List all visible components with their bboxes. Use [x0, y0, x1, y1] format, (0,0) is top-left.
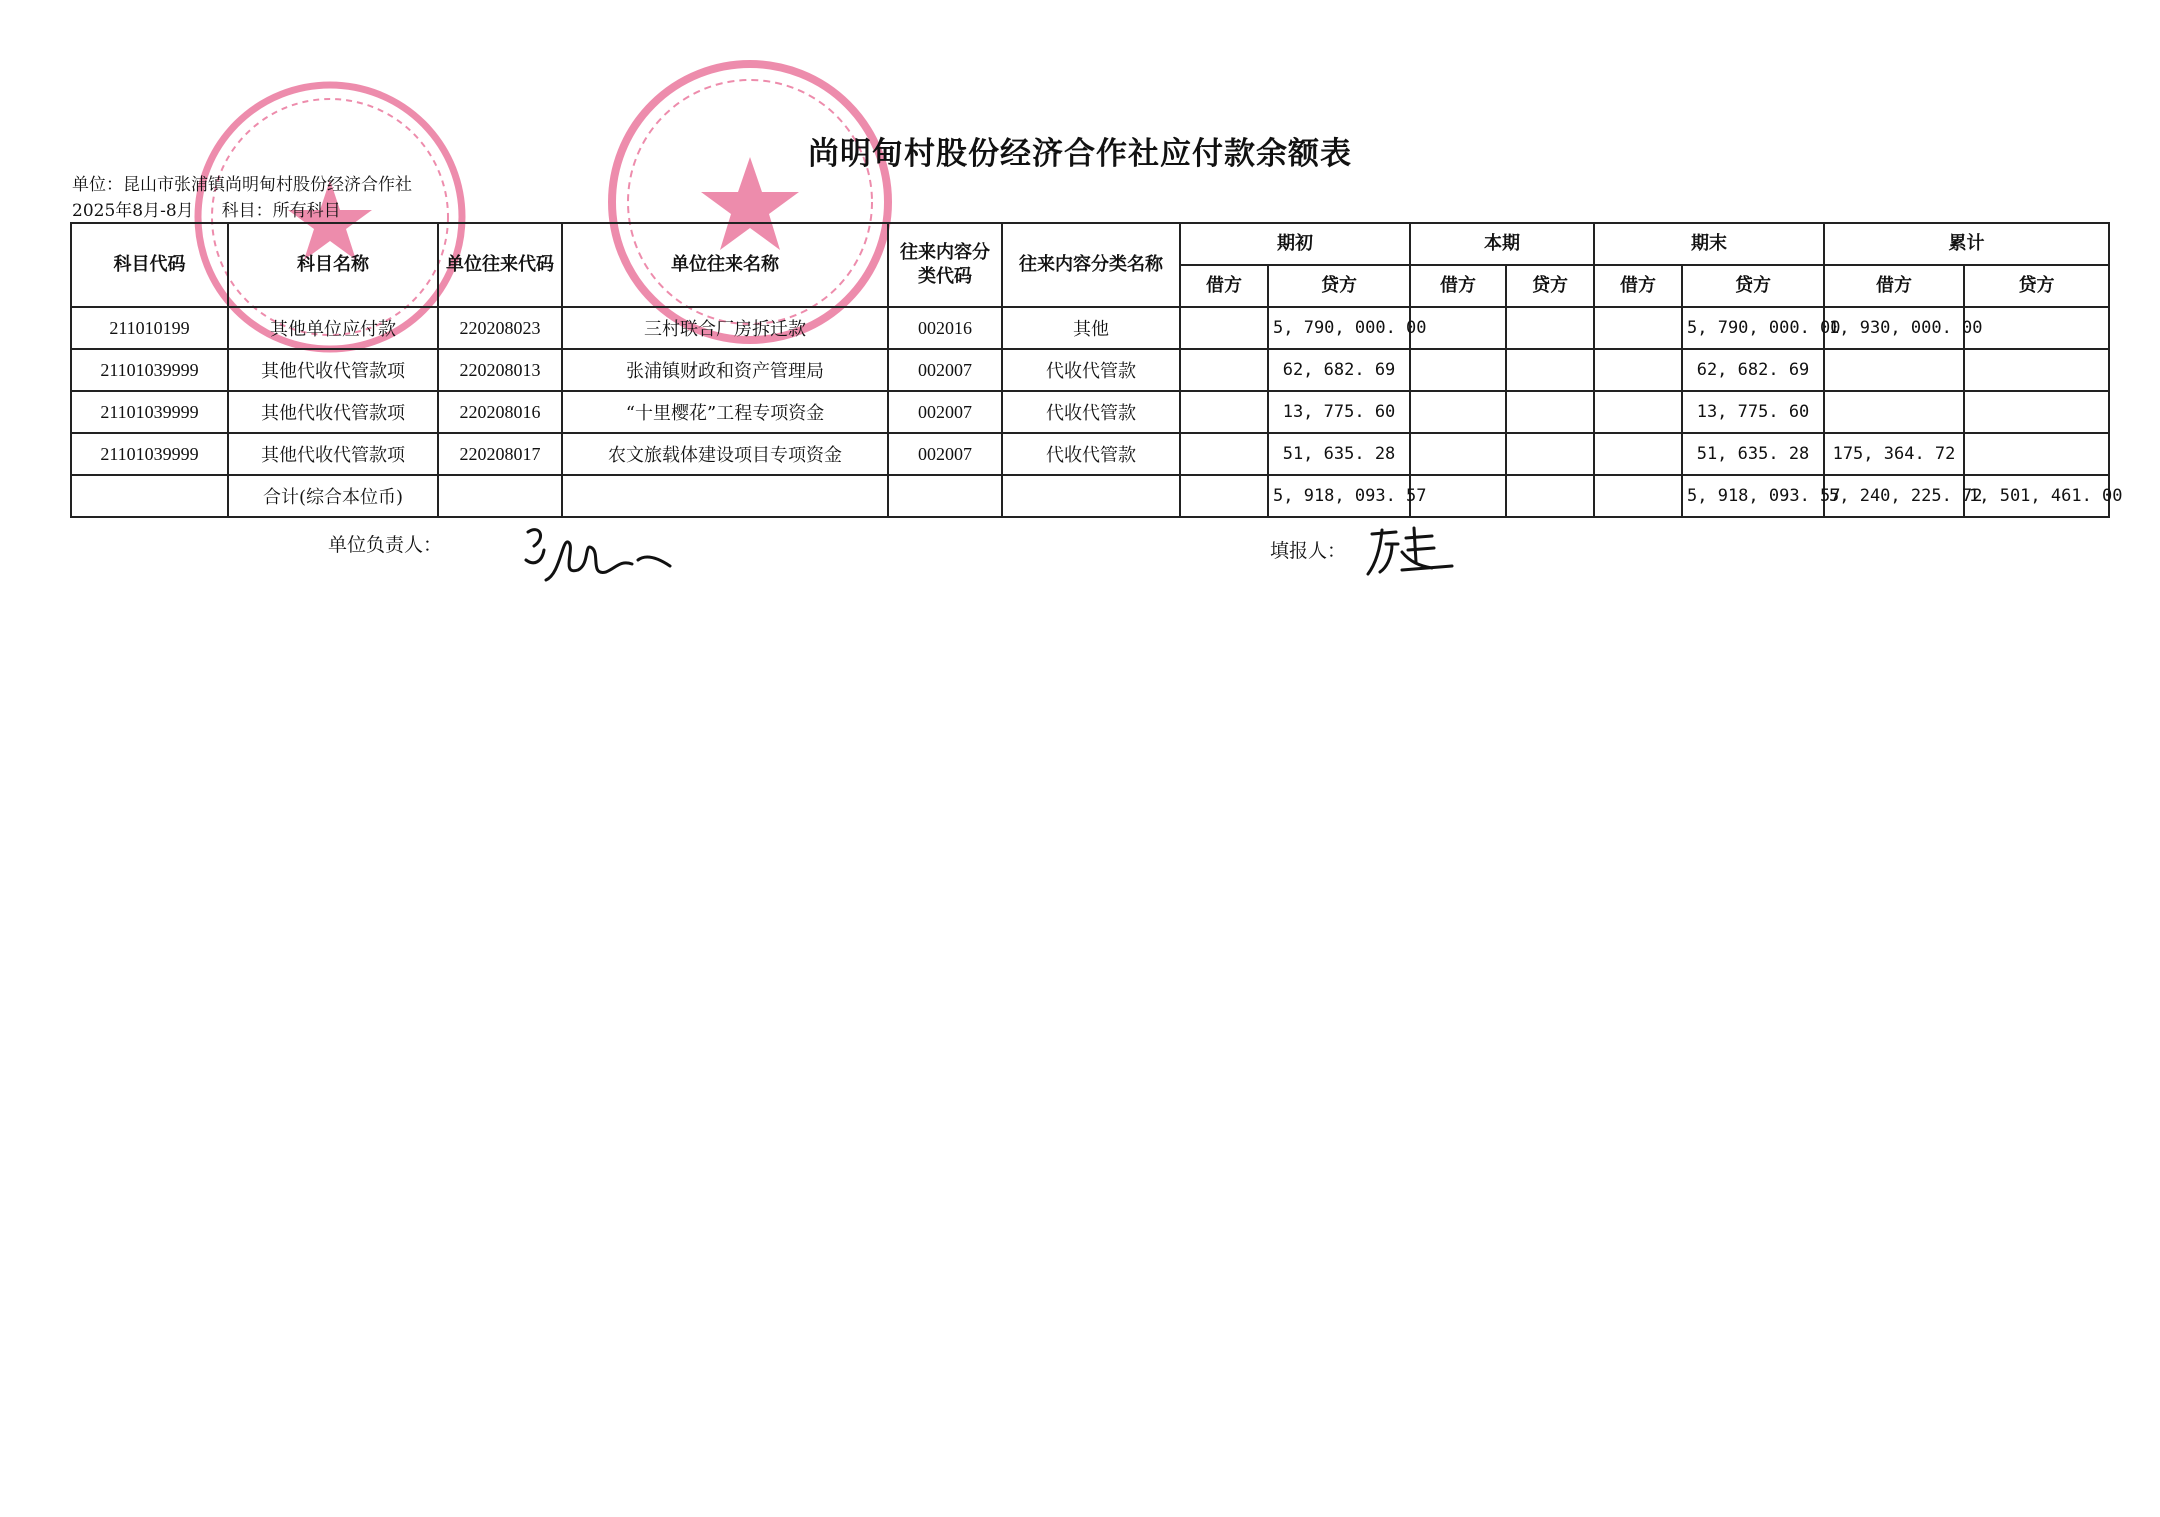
- cell-content-code: 002007: [888, 391, 1002, 433]
- period-info: [72, 196, 341, 221]
- cell-closing-debit: [1594, 433, 1682, 475]
- subject-filter: 科目：所有科目: [221, 201, 341, 221]
- cell-opening-credit: 5, 790, 000. 00: [1268, 307, 1410, 349]
- cell-subject-name: 其他代收代管款项: [228, 391, 438, 433]
- cell-closing-credit: 13, 775. 60: [1682, 391, 1824, 433]
- cell-cum-debit: 175, 364. 72: [1824, 433, 1964, 475]
- cell-current-debit: [1410, 349, 1506, 391]
- cell-subject-code: 211010199: [71, 307, 228, 349]
- cell-total-cum-credit: 1, 501, 461. 00: [1964, 475, 2109, 517]
- unit-info: 单位：昆山市张浦镇尚明甸村股份经济合作社: [72, 175, 412, 195]
- leader-signature-label: 单位负责人：: [328, 534, 443, 556]
- cell-cum-credit: [1964, 391, 2109, 433]
- cell-total-cum-debit: 5, 240, 225. 72: [1824, 475, 1964, 517]
- period-range: 2025年8月-8月: [72, 201, 194, 221]
- cell-cum-credit: [1964, 433, 2109, 475]
- cell-closing-credit: 51, 635. 28: [1682, 433, 1824, 475]
- cell-closing-credit: 5, 790, 000. 00: [1682, 307, 1824, 349]
- cell-current-debit: [1410, 433, 1506, 475]
- col-closing-credit: 贷方: [1682, 265, 1824, 307]
- cell-partner-name: 农文旅载体建设项目专项资金: [562, 433, 888, 475]
- cell-closing-debit: [1594, 307, 1682, 349]
- filler-signature-label: 填报人：: [1270, 540, 1347, 562]
- cell-subject-name: 其他单位应付款: [228, 307, 438, 349]
- cell-current-credit: [1506, 307, 1594, 349]
- col-closing-debit: 借方: [1594, 265, 1682, 307]
- cell-partner-name: “十里樱花”工程专项资金: [562, 391, 888, 433]
- cell-partner-name: 三村联合厂房拆迁款: [562, 307, 888, 349]
- cell-empty: [438, 475, 562, 517]
- cell-current-debit: [1410, 391, 1506, 433]
- cell-subject-code: 21101039999: [71, 349, 228, 391]
- cell-empty: [1506, 475, 1594, 517]
- cell-current-credit: [1506, 391, 1594, 433]
- cell-subject-code: 21101039999: [71, 433, 228, 475]
- cell-opening-debit: [1180, 307, 1268, 349]
- col-opening-debit: 借方: [1180, 265, 1268, 307]
- cell-cum-debit: [1824, 391, 1964, 433]
- cell-cum-debit: 1, 930, 000. 00: [1824, 307, 1964, 349]
- col-opening: 期初: [1180, 223, 1410, 265]
- col-cum-credit: 贷方: [1964, 265, 2109, 307]
- col-current-debit: 借方: [1410, 265, 1506, 307]
- cell-cum-credit: [1964, 349, 2109, 391]
- col-closing: 期末: [1594, 223, 1824, 265]
- col-opening-credit: 贷方: [1268, 265, 1410, 307]
- col-partner-name: 单位往来名称: [562, 223, 888, 307]
- cell-subject-name: 其他代收代管款项: [228, 433, 438, 475]
- cell-content-name: 代收代管款: [1002, 433, 1180, 475]
- cell-opening-debit: [1180, 433, 1268, 475]
- col-content-name: 往来内容分类名称: [1002, 223, 1180, 307]
- table-row: [71, 433, 2109, 475]
- balance-table: [70, 222, 2123, 518]
- cell-partner-code: 220208023: [438, 307, 562, 349]
- cell-total-blank: [71, 475, 228, 517]
- col-subject-name: 科目名称: [228, 223, 438, 307]
- header-row-top: [71, 223, 2109, 265]
- cell-opening-credit: 51, 635. 28: [1268, 433, 1410, 475]
- cell-partner-code: 220208016: [438, 391, 562, 433]
- report-title: 尚明甸村股份经济合作社应付款余额表: [808, 136, 1352, 172]
- cell-opening-debit: [1180, 391, 1268, 433]
- cell-content-code: 002007: [888, 433, 1002, 475]
- cell-total-label: 合计(综合本位币): [228, 475, 438, 517]
- cell-subject-code: 21101039999: [71, 391, 228, 433]
- cell-cum-credit: [1964, 307, 2109, 349]
- cell-total-closing-credit: 5, 918, 093. 57: [1682, 475, 1824, 517]
- col-cum-debit: 借方: [1824, 265, 1964, 307]
- leader-handwritten-signature: [520, 520, 700, 590]
- cell-total-opening-credit: 5, 918, 093. 57: [1268, 475, 1410, 517]
- cell-closing-debit: [1594, 349, 1682, 391]
- cell-closing-debit: [1594, 391, 1682, 433]
- cell-partner-name: 张浦镇财政和资产管理局: [562, 349, 888, 391]
- cell-current-credit: [1506, 433, 1594, 475]
- col-cumulative: 累计: [1824, 223, 2109, 265]
- table-row: [71, 307, 2109, 349]
- cell-content-name: 代收代管款: [1002, 349, 1180, 391]
- cell-opening-debit: [1180, 349, 1268, 391]
- cell-content-code: 002016: [888, 307, 1002, 349]
- cell-empty: [1002, 475, 1180, 517]
- cell-content-name: 代收代管款: [1002, 391, 1180, 433]
- cell-partner-code: 220208013: [438, 349, 562, 391]
- cell-subject-name: 其他代收代管款项: [228, 349, 438, 391]
- cell-current-credit: [1506, 349, 1594, 391]
- col-current: 本期: [1410, 223, 1594, 265]
- cell-empty: [1594, 475, 1682, 517]
- cell-cum-debit: [1824, 349, 1964, 391]
- col-current-credit: 贷方: [1506, 265, 1594, 307]
- col-content-code: 往来内容分类代码: [888, 223, 1002, 307]
- col-subject-code: 科目代码: [71, 223, 228, 307]
- col-partner-code: 单位往来代码: [438, 223, 562, 307]
- filler-handwritten-signature: [1362, 522, 1472, 582]
- table-row: [71, 391, 2109, 433]
- cell-content-code: 002007: [888, 349, 1002, 391]
- cell-partner-code: 220208017: [438, 433, 562, 475]
- cell-empty: [562, 475, 888, 517]
- cell-content-name: 其他: [1002, 307, 1180, 349]
- total-row: [71, 475, 2109, 517]
- table-row: [71, 349, 2109, 391]
- cell-closing-credit: 62, 682. 69: [1682, 349, 1824, 391]
- cell-opening-credit: 62, 682. 69: [1268, 349, 1410, 391]
- cell-opening-credit: 13, 775. 60: [1268, 391, 1410, 433]
- cell-empty: [888, 475, 1002, 517]
- cell-empty: [1180, 475, 1268, 517]
